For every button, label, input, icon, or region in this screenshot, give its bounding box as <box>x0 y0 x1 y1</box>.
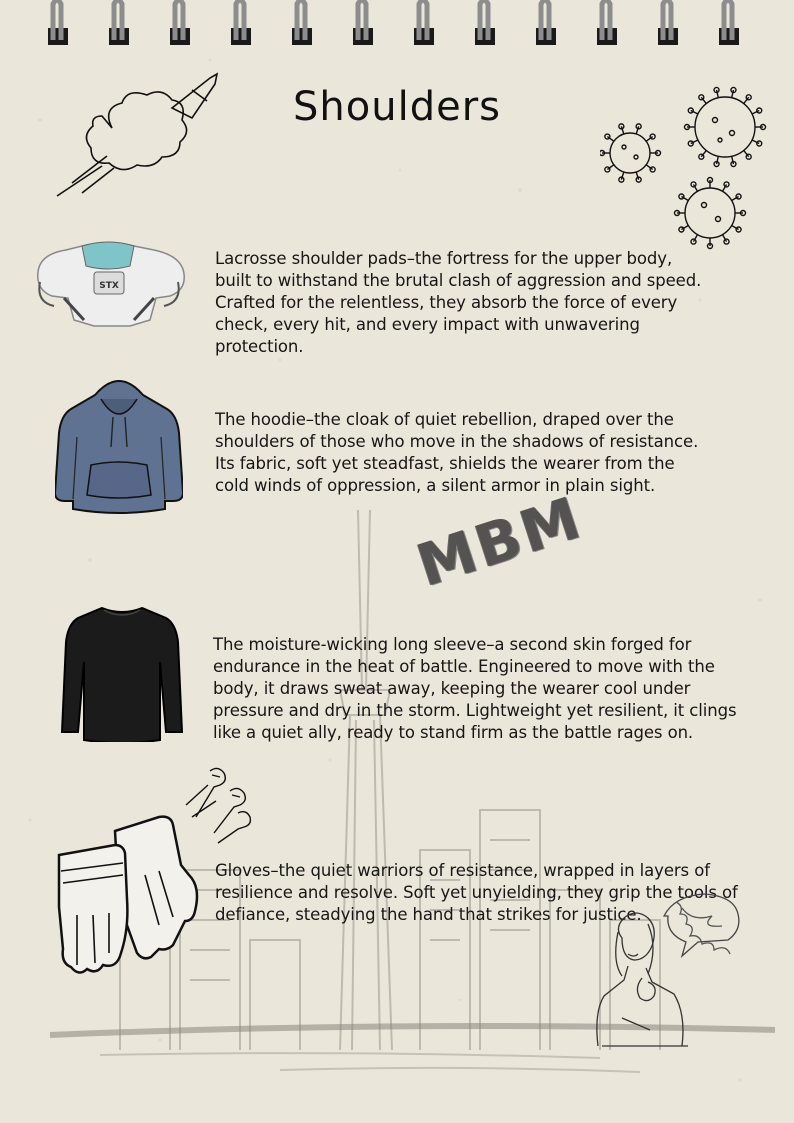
virus-sketch-icons <box>600 85 775 250</box>
virus-spike-tip <box>699 154 704 159</box>
long-sleeve-shirt-icon <box>60 604 184 742</box>
page-title: Shoulders <box>293 84 501 130</box>
spiral-binding <box>0 0 794 50</box>
virus-spike-tip <box>746 95 751 100</box>
virus-spike-tip <box>699 95 704 100</box>
long-sleeve-description: The moisture-wicking long sleeve–a second skin forged for endurance in the heat of battle. Engineered to move with the body, it draws sweat away, keeping the wearer cool under pressure and dry in the storm. Lightweight yet resilient, it clings like a quiet ally, ready to stand firm as the battle rages on. <box>213 634 737 742</box>
svg-text:STX: STX <box>99 281 119 291</box>
hoodie-icon <box>55 377 183 515</box>
mbm-stamp: MBM <box>409 483 591 600</box>
lacrosse-shoulder-pads-icon <box>30 232 188 332</box>
virus-spike-tip <box>736 227 741 232</box>
hoodie-description: The hoodie–the cloak of quiet rebellion, draped over the shoulders of those who move in the shadows of resistance. Its fabric, soft yet steadfast, shields the wearer from the cold winds of oppression, a silent armor in plain sight. <box>215 409 699 495</box>
thinking-woman-sketch-icon <box>592 878 742 1063</box>
shoulder-pads-description: Lacrosse shoulder pads–the fortress for the upper body, built to withstand the brutal clash of aggression and speed. Crafted for the relentless, they absorb the force of every check, every hit, and every impact with unwavering protection. <box>215 248 702 356</box>
gloves-icon <box>55 815 203 975</box>
virus-spike-tip <box>679 227 684 232</box>
virus-spike-tip <box>746 154 751 159</box>
gloves-description: Gloves–the quiet warriors of resistance, wrapped in layers of resilience and resolve. Soft yet unyielding, they grip the tools of defiance, steadying the hand that strikes for justice. <box>215 860 738 924</box>
rocket-sketch-icon <box>52 68 227 203</box>
virus-spike-tip <box>679 194 684 199</box>
virus-spike-tip <box>736 194 741 199</box>
